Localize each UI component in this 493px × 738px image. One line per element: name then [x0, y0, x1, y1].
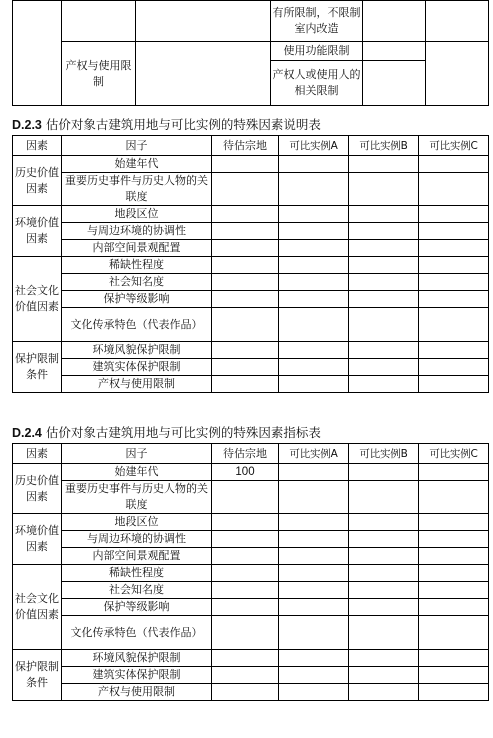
empty-cell — [212, 514, 279, 531]
empty-cell — [279, 274, 349, 291]
empty-cell — [212, 173, 279, 206]
table-row — [13, 274, 489, 291]
empty-cell — [419, 464, 489, 481]
empty-cell — [212, 376, 279, 393]
table-row — [13, 582, 489, 599]
fragment-empty-cell — [363, 1, 426, 42]
section-heading: 估价对象古建筑用地与可比实例的特殊因素指标表 — [45, 425, 321, 440]
special-factors-description-table — [12, 135, 489, 393]
empty-cell — [279, 582, 349, 599]
empty-cell — [279, 464, 349, 481]
empty-cell — [349, 464, 419, 481]
table-row — [13, 156, 489, 173]
empty-cell — [212, 565, 279, 582]
table-row — [13, 481, 489, 514]
empty-cell — [349, 599, 419, 616]
table-row — [13, 342, 489, 359]
empty-cell — [349, 667, 419, 684]
fragment-row-use-function: 使用功能限制 — [271, 42, 363, 61]
empty-cell — [349, 359, 419, 376]
empty-cell — [279, 548, 349, 565]
factor-cell: 重要历史事件与历史人物的关联度 — [62, 481, 212, 514]
section-title-d23 — [12, 117, 321, 133]
table-header-row — [13, 136, 489, 156]
factor-cell: 社会知名度 — [62, 582, 212, 599]
empty-cell — [279, 291, 349, 308]
header-factor: 因子 — [62, 136, 212, 156]
factor-cell: 始建年代 — [62, 464, 212, 481]
empty-cell — [419, 359, 489, 376]
factor-cell: 产权与使用限制 — [62, 684, 212, 701]
group-cell: 社会文化价值因素 — [13, 257, 62, 342]
empty-cell — [279, 616, 349, 650]
empty-cell — [349, 206, 419, 223]
empty-cell — [349, 684, 419, 701]
empty-cell — [349, 240, 419, 257]
table-row — [13, 548, 489, 565]
fragment-empty-cell — [62, 1, 136, 42]
empty-cell — [419, 582, 489, 599]
empty-cell — [419, 667, 489, 684]
empty-cell — [212, 342, 279, 359]
empty-cell — [349, 531, 419, 548]
empty-cell — [349, 650, 419, 667]
factor-cell: 与周边环境的协调性 — [62, 223, 212, 240]
fragment-empty-cell — [136, 42, 271, 106]
table-row — [13, 223, 489, 240]
empty-cell — [419, 156, 489, 173]
empty-cell — [419, 514, 489, 531]
empty-cell — [279, 359, 349, 376]
fragment-empty-cell — [426, 42, 489, 106]
group-cell: 保护限制条件 — [13, 342, 62, 393]
empty-cell — [212, 308, 279, 342]
table-row — [13, 206, 489, 223]
empty-cell — [212, 156, 279, 173]
factor-cell: 与周边环境的协调性 — [62, 531, 212, 548]
empty-cell — [419, 531, 489, 548]
empty-cell — [419, 565, 489, 582]
fragment-factor-cell — [13, 1, 62, 106]
empty-cell — [419, 481, 489, 514]
empty-cell — [212, 684, 279, 701]
empty-cell — [419, 376, 489, 393]
group-cell: 历史价值因素 — [13, 464, 62, 514]
empty-cell — [212, 531, 279, 548]
table-header-row — [13, 444, 489, 464]
section-number: D.2.4 — [12, 426, 42, 440]
empty-cell — [279, 206, 349, 223]
empty-cell — [279, 599, 349, 616]
empty-cell — [212, 291, 279, 308]
table-row — [13, 514, 489, 531]
fragment-row-restriction: 有所限制，不限制室内改造 — [271, 1, 363, 42]
header-comparable-a: 可比实例A — [279, 444, 349, 464]
empty-cell — [212, 274, 279, 291]
empty-cell — [212, 481, 279, 514]
header-factor: 因子 — [62, 444, 212, 464]
factor-cell: 始建年代 — [62, 156, 212, 173]
factor-cell: 产权与使用限制 — [62, 376, 212, 393]
table-row — [13, 257, 489, 274]
empty-cell — [279, 240, 349, 257]
empty-cell — [279, 481, 349, 514]
table-row — [13, 531, 489, 548]
empty-cell — [419, 223, 489, 240]
empty-cell — [419, 257, 489, 274]
table-row — [13, 359, 489, 376]
empty-cell — [419, 308, 489, 342]
factor-cell: 建筑实体保护限制 — [62, 667, 212, 684]
empty-cell — [212, 206, 279, 223]
table-row — [13, 650, 489, 667]
header-comparable-c: 可比实例C — [419, 136, 489, 156]
empty-cell — [419, 342, 489, 359]
empty-cell — [279, 667, 349, 684]
header-comparable-a: 可比实例A — [279, 136, 349, 156]
header-subject: 待估宗地 — [212, 136, 279, 156]
empty-cell — [279, 650, 349, 667]
factor-cell: 保护等级影响 — [62, 291, 212, 308]
empty-cell — [212, 667, 279, 684]
empty-cell — [419, 650, 489, 667]
factor-cell: 社会知名度 — [62, 274, 212, 291]
empty-cell — [349, 223, 419, 240]
fragment-empty-cell — [426, 1, 489, 42]
fragment-empty-cell — [363, 61, 426, 106]
empty-cell — [279, 223, 349, 240]
empty-cell — [212, 240, 279, 257]
empty-cell — [279, 257, 349, 274]
empty-cell — [419, 616, 489, 650]
empty-cell — [419, 173, 489, 206]
empty-cell — [212, 582, 279, 599]
empty-cell — [279, 376, 349, 393]
empty-cell — [279, 684, 349, 701]
empty-cell — [349, 257, 419, 274]
empty-cell — [279, 342, 349, 359]
empty-cell — [419, 599, 489, 616]
empty-cell — [349, 274, 419, 291]
group-cell: 环境价值因素 — [13, 514, 62, 565]
section-number: D.2.3 — [12, 118, 42, 132]
empty-cell — [349, 514, 419, 531]
empty-cell — [419, 684, 489, 701]
factor-cell: 文化传承特色（代表作品） — [62, 616, 212, 650]
factor-cell: 文化传承特色（代表作品） — [62, 308, 212, 342]
empty-cell — [349, 291, 419, 308]
empty-cell — [279, 565, 349, 582]
special-factors-index-table — [12, 443, 489, 701]
table-row — [13, 240, 489, 257]
table-row — [13, 599, 489, 616]
table-row — [13, 376, 489, 393]
factor-cell: 稀缺性程度 — [62, 565, 212, 582]
header-factor-group: 因素 — [13, 136, 62, 156]
fragment-empty-cell — [363, 42, 426, 61]
fragment-group-label: 产权与使用限制 — [62, 42, 136, 106]
factor-cell: 内部空间景观配置 — [62, 240, 212, 257]
empty-cell — [212, 650, 279, 667]
fragment-empty-cell — [136, 1, 271, 42]
header-subject: 待估宗地 — [212, 444, 279, 464]
factor-cell: 稀缺性程度 — [62, 257, 212, 274]
table-row — [13, 616, 489, 650]
empty-cell — [349, 173, 419, 206]
factor-cell: 环境风貌保护限制 — [62, 342, 212, 359]
table-row — [13, 684, 489, 701]
section-heading: 估价对象古建筑用地与可比实例的特殊因素说明表 — [45, 117, 321, 132]
empty-cell — [349, 565, 419, 582]
factor-cell: 重要历史事件与历史人物的关联度 — [62, 173, 212, 206]
empty-cell — [419, 240, 489, 257]
empty-cell — [212, 359, 279, 376]
empty-cell — [349, 582, 419, 599]
header-comparable-b: 可比实例B — [349, 136, 419, 156]
factor-cell: 建筑实体保护限制 — [62, 359, 212, 376]
header-factor-group: 因素 — [13, 444, 62, 464]
group-cell: 历史价值因素 — [13, 156, 62, 206]
empty-cell — [212, 599, 279, 616]
empty-cell — [279, 156, 349, 173]
empty-cell — [279, 514, 349, 531]
empty-cell — [212, 257, 279, 274]
empty-cell — [349, 156, 419, 173]
factor-cell: 地段区位 — [62, 206, 212, 223]
empty-cell — [279, 173, 349, 206]
empty-cell — [419, 291, 489, 308]
table-row — [13, 667, 489, 684]
factor-cell: 内部空间景观配置 — [62, 548, 212, 565]
factor-cell: 地段区位 — [62, 514, 212, 531]
fragment-row-owner-restriction: 产权人或使用人的相关限制 — [271, 61, 363, 106]
empty-cell — [212, 223, 279, 240]
header-comparable-c: 可比实例C — [419, 444, 489, 464]
empty-cell — [349, 342, 419, 359]
table-row — [13, 464, 489, 481]
group-cell: 环境价值因素 — [13, 206, 62, 257]
table-row — [13, 308, 489, 342]
group-cell: 保护限制条件 — [13, 650, 62, 701]
empty-cell — [279, 308, 349, 342]
top-fragment-table — [12, 0, 489, 106]
table-row — [13, 291, 489, 308]
empty-cell — [349, 481, 419, 514]
empty-cell — [349, 548, 419, 565]
empty-cell — [349, 616, 419, 650]
empty-cell — [419, 548, 489, 565]
factor-cell: 环境风貌保护限制 — [62, 650, 212, 667]
empty-cell — [419, 274, 489, 291]
group-cell: 社会文化价值因素 — [13, 565, 62, 650]
empty-cell — [212, 548, 279, 565]
factor-cell: 保护等级影响 — [62, 599, 212, 616]
section-title-d24 — [12, 425, 321, 441]
empty-cell — [279, 531, 349, 548]
table-row — [13, 173, 489, 206]
empty-cell — [419, 206, 489, 223]
table-row — [13, 565, 489, 582]
empty-cell — [212, 616, 279, 650]
empty-cell — [349, 308, 419, 342]
value-cell-subject: 100 — [212, 464, 279, 481]
header-comparable-b: 可比实例B — [349, 444, 419, 464]
empty-cell — [349, 376, 419, 393]
